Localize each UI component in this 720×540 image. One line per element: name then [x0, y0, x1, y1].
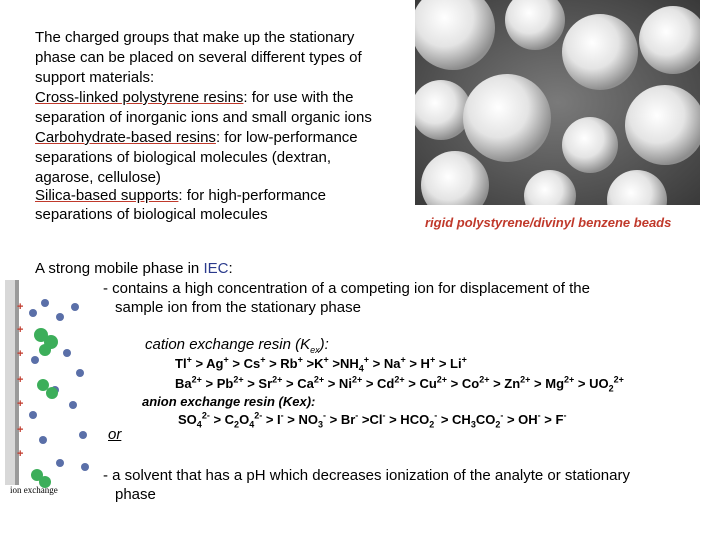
heading-iec: IEC: [203, 260, 229, 277]
anion-series: $SO_4^{2-} > C_2O_4^{2-} > I^- > NO_3^- > Br^- >Cl^- > HCO_2^- > CH_3CO_2^- > OH^- > F^-$: [178, 410, 567, 430]
label-end: ):: [319, 336, 329, 353]
svg-text:+: +: [17, 348, 24, 360]
support-name: Carbohydrate-based resins: [35, 129, 216, 146]
svg-text:+: +: [17, 301, 24, 313]
svg-text:+: +: [17, 448, 24, 460]
beads-photo: [415, 0, 700, 205]
support-name: Cross-linked polystyrene resins: [35, 89, 244, 106]
or-connector: or: [108, 426, 122, 443]
support-desc-cont: separations of biological molecules: [35, 206, 268, 223]
heading-colon: :: [228, 260, 233, 277]
support-desc-cont: separations of biological molecules (dextran,: [35, 149, 331, 166]
intro-line-1: The charged groups that make up the stationary: [35, 29, 355, 46]
ion-exchange-illustration: [5, 275, 95, 505]
label-text: cation exchange resin (K: [145, 336, 311, 353]
point-1-line-2: sample ion from the stationary phase: [115, 299, 361, 316]
cation-series-1: $Tl^+ > Ag^+ > Cs^+ > Rb^+ >K^+ >NH_4^+ > Na^+ > H^+ > Li^+$: [175, 354, 467, 374]
intro-line-3: support materials:: [35, 69, 155, 86]
point-2-line-2: phase: [115, 486, 156, 503]
intro-line-2: phase can be placed on several different types of: [35, 49, 362, 66]
support-desc-cont: separation of inorganic ions and small organic ions: [35, 109, 372, 126]
label-sub: ex: [310, 345, 320, 355]
heading-text: A strong mobile phase in: [35, 260, 204, 277]
point-1-line-1: - contains a high concentration of a competing ion for displacement of the: [103, 280, 590, 297]
support-item-silica: [35, 186, 326, 205]
photo-caption: rigid polystyrene/divinyl benzene beads: [425, 215, 672, 230]
support-desc: : for high-performance: [178, 187, 326, 204]
cation-label: [145, 335, 329, 354]
support-desc-cont: agarose, cellulose): [35, 169, 161, 186]
cation-series-2: $Ba^{2+} > Pb^{2+} > Sr^{2+} > Ca^{2+} > Ni^{2+} > Cd^{2+} > Cu^{2+} > Co^{2+} > Zn^{2+} > Mg^{2+} > UO_2^{2+}$: [175, 374, 624, 394]
support-desc: : for low-performance: [215, 129, 358, 146]
point-2-line-1: - a solvent that has a pH which decreases ionization of the analyte or stationary: [103, 467, 630, 484]
svg-text:+: +: [17, 374, 24, 386]
svg-text:+: +: [17, 424, 24, 436]
ion-exchange-figure: [5, 275, 95, 505]
beads-image: [415, 0, 700, 205]
support-desc: : for use with the: [243, 89, 354, 106]
svg-text:+: +: [17, 324, 24, 336]
support-name: Silica-based supports: [35, 187, 179, 204]
support-item-carbohydrate: [35, 128, 358, 147]
figure-label: ion exchange: [10, 485, 58, 495]
support-item-polystyrene: [35, 88, 353, 107]
anion-label: anion exchange resin (Kex):: [142, 394, 316, 409]
svg-text:+: +: [17, 398, 24, 410]
